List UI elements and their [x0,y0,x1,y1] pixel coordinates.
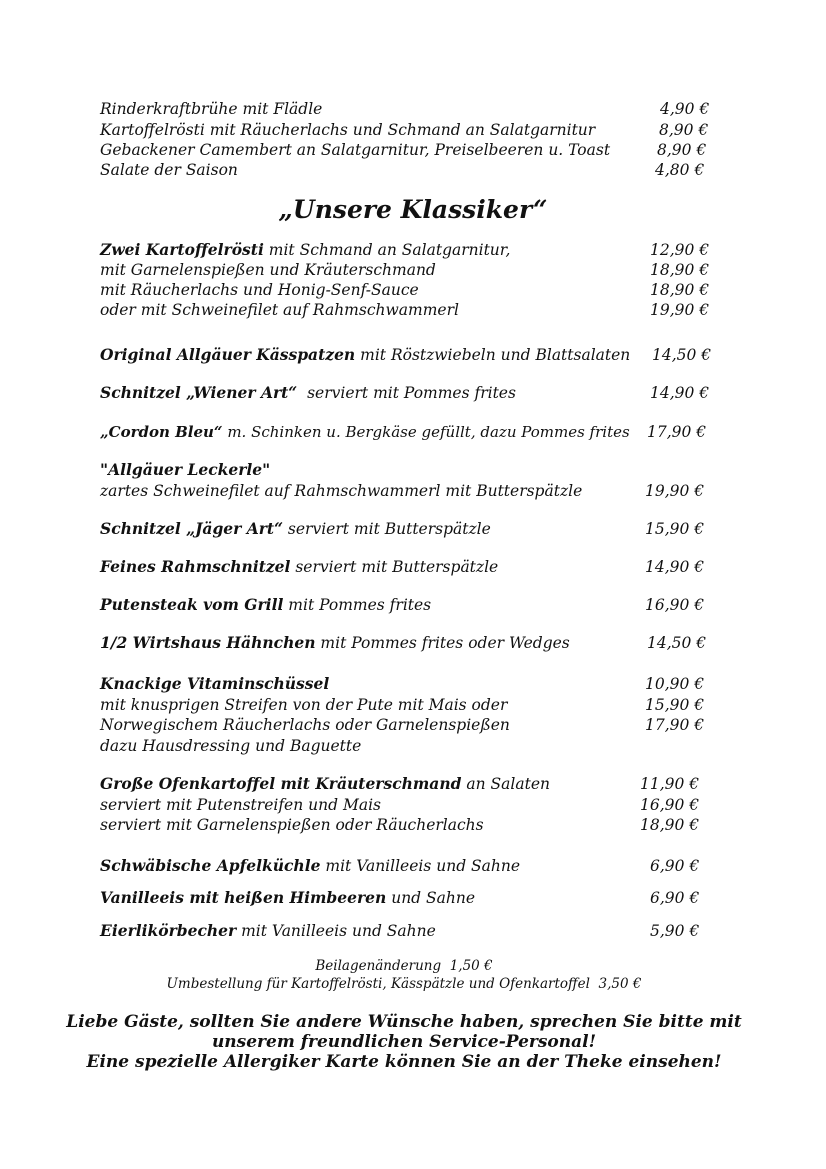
item-price: 14,90 € [645,558,705,576]
item-desc: mit Pommes frites [283,596,432,614]
menu-item-line [100,261,436,279]
item-title: „Cordon Bleu“ [100,423,223,441]
item-desc: zartes Schweinefilet auf Rahmschwammerl mit Butterspätzle [100,482,583,500]
item-desc: mit Röstzwiebeln und Blattsalaten [355,346,631,364]
item-price: 6,90 € [650,889,700,907]
item-desc: mit Schmand an Salatgarnitur, [263,241,511,259]
menu-item-allgaeuer-leckerle [100,461,270,479]
item-desc: serviert mit Butterspätzle [290,558,499,576]
item-desc: mit Räucherlachs und Honig-Senf-Sauce [100,281,419,299]
menu-item-line [100,281,419,299]
menu-item-cordon-bleu [100,423,630,441]
menu-item-putensteak [100,596,431,614]
menu-item-line [100,716,510,734]
item-price: 6,90 € [650,857,700,875]
menu-item-line [100,301,459,319]
item-desc: oder mit Schweinefilet auf Rahmschwammerl [100,301,459,319]
reorder-note: Umbestellung für Kartoffelrösti, Kässpätzle und Ofenkartoffel 3,50 € [166,976,642,992]
menu-item-line [100,696,507,714]
item-title: Knackige Vitaminschüssel [100,674,330,693]
item-price: 5,90 € [650,922,700,940]
item-price: 18,90 € [650,281,710,299]
item-desc: mit Garnelenspießen und Kräuterschmand [100,261,436,279]
item-desc: serviert mit Garnelenspießen oder Räucherlachs [100,816,484,834]
item-price: 15,90 € [645,696,705,714]
item-title: Zwei Kartoffelrösti [100,240,264,259]
item-title: Schwäbische Apfelküchle [100,856,321,875]
item-price: 17,90 € [647,423,707,441]
item-desc: mit Vanilleeis und Sahne [236,922,436,940]
item-title: "Allgäuer Leckerle" [100,460,271,479]
closing-line-3: Eine spezielle Allergiker Karte können Sie an der Theke einsehen! [86,1052,722,1072]
item-desc: mit knusprigen Streifen von der Pute mit Mais oder [100,696,508,714]
menu-item-line [100,737,361,755]
item-price: 15,90 € [645,520,705,538]
menu-item-apfelkuechle [100,857,520,875]
item-title: Eierlikörbecher [100,921,237,940]
starter-item-1 [100,100,322,118]
menu-item-haehnchen [100,634,570,652]
item-price: 14,50 € [647,634,707,652]
menu-item-rahmschnitzel [100,558,498,576]
starter-item-2 [100,121,595,139]
side-dish-note: Beilagenänderung 1,50 € [315,958,493,974]
menu-item-kaesspatzen [100,346,630,364]
starter-price-4: 4,80 € [655,161,705,179]
starter-price-2: 8,90 € [659,121,709,139]
item-price: 11,90 € [640,775,700,793]
starter-item-3 [100,141,610,159]
item-desc: serviert mit Pommes frites [297,384,516,402]
item-title: Große Ofenkartoffel mit Kräuterschmand [100,774,462,793]
menu-item-kartoffelroesti [100,241,510,259]
item-price: 17,90 € [645,716,705,734]
item-price: 16,90 € [640,796,700,814]
item-desc: und Sahne [386,889,476,907]
menu-item-line [100,816,484,834]
item-price: 19,90 € [650,301,710,319]
item-title: Feines Rahmschnitzel [100,557,291,576]
item-desc: m. Schinken u. Bergkäse gefüllt, dazu Pommes frites [222,423,630,441]
starter-price-3: 8,90 € [657,141,707,159]
item-title: Schnitzel „Jäger Art“ [100,519,283,538]
menu-item-vanilleeis-himbeeren [100,889,475,907]
item-desc: mit Pommes frites oder Wedges [315,634,570,652]
item-desc: an Salaten [461,775,550,793]
starter-item-4 [100,161,238,179]
menu-item-line [100,482,582,500]
item-price: 14,90 € [650,384,710,402]
item-name: Kartoffelrösti mit Räucherlachs und Schmand an Salatgarnitur [100,121,596,139]
closing-line-1: Liebe Gäste, sollten Sie andere Wünsche haben, sprechen Sie bitte mit [66,1012,742,1032]
menu-item-schnitzel-jaeger [100,520,491,538]
item-price: 10,90 € [645,675,705,693]
item-price: 18,90 € [650,261,710,279]
item-desc: serviert mit Putenstreifen und Mais [100,796,381,814]
item-title: Vanilleeis mit heißen Himbeeren [100,888,387,907]
item-desc: mit Vanilleeis und Sahne [320,857,521,875]
menu-item-line [100,796,381,814]
item-price: 12,90 € [650,241,710,259]
item-name: Rinderkraftbrühe mit Flädle [100,100,323,118]
item-price: 14,50 € [652,346,712,364]
menu-item-schnitzel-wiener [100,384,516,402]
item-price: 18,90 € [640,816,700,834]
starter-price-1: 4,90 € [660,100,710,118]
item-price: 16,90 € [645,596,705,614]
item-title: Original Allgäuer Kässpatzen [100,345,356,364]
item-price: 19,90 € [645,482,705,500]
item-desc: serviert mit Butterspätzle [283,520,491,538]
item-desc: dazu Hausdressing und Baguette [100,737,362,755]
item-name: Salate der Saison [100,161,238,179]
menu-item-eierlikoerbecher [100,922,436,940]
section-heading: „Unsere Klassiker“ [278,195,548,224]
item-title: Schnitzel „Wiener Art“ [100,383,298,402]
item-title: Putensteak vom Grill [100,595,284,614]
closing-line-2: unserem freundlichen Service-Personal! [211,1032,597,1052]
menu-item-vitaminschuessel [100,675,329,693]
item-title: 1/2 Wirtshaus Hähnchen [100,633,316,652]
menu-item-ofenkartoffel [100,775,550,793]
item-name: Gebackener Camembert an Salatgarnitur, Preiselbeeren u. Toast [100,141,611,159]
item-desc: Norwegischem Räucherlachs oder Garnelenspießen [100,716,510,734]
